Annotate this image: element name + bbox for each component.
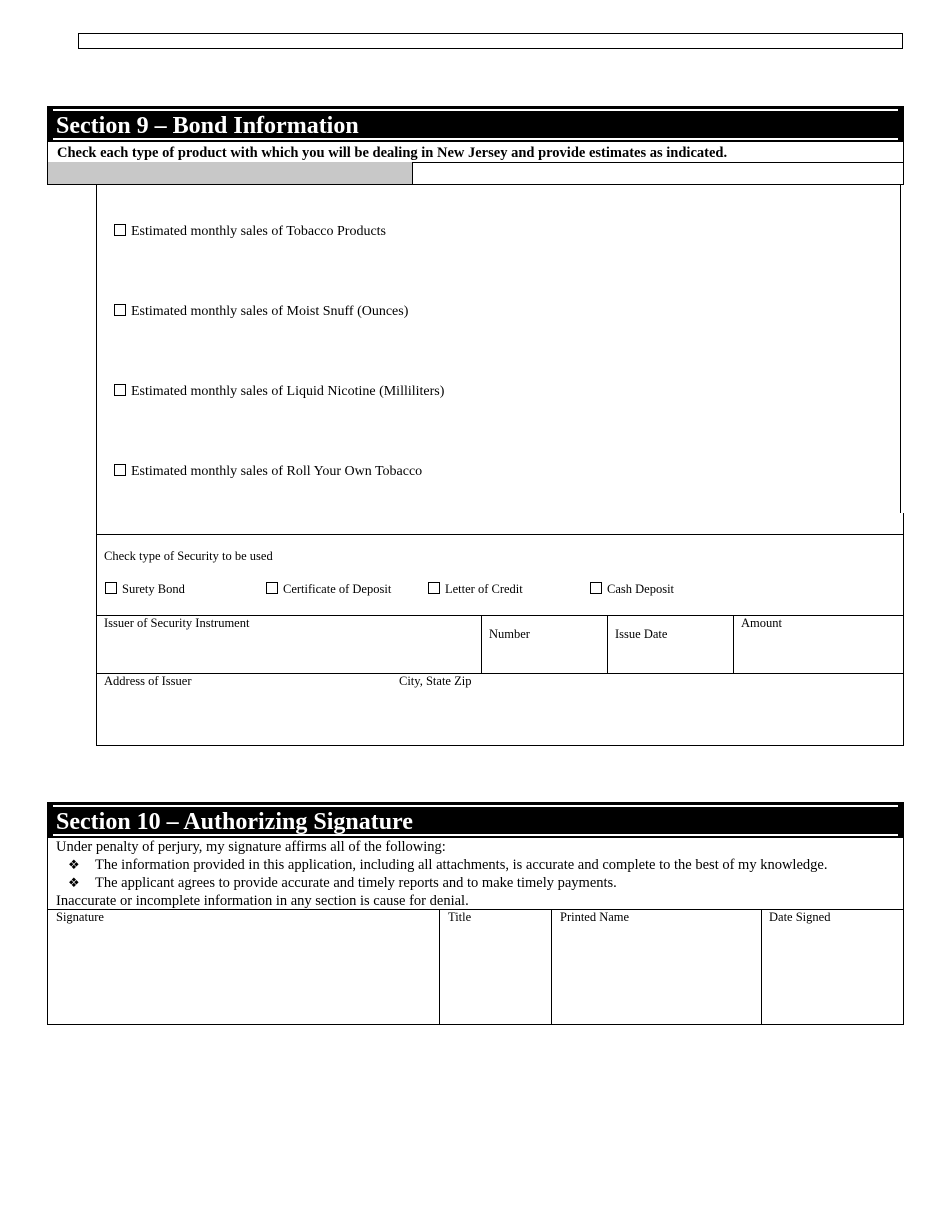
product-area-right-border	[900, 185, 901, 513]
bullet-icon: ❖	[68, 875, 80, 890]
surety-bond-label: Surety Bond	[122, 582, 185, 596]
section10-closing: Inaccurate or incomplete information in any section is cause for denial.	[56, 893, 469, 909]
cash-deposit-label: Cash Deposit	[607, 582, 675, 596]
section9-instruction: Check each type of product with which you will be dealing in New Jersey and provide estimates as indicated.	[57, 145, 728, 161]
option-cash-deposit[interactable]	[590, 582, 674, 597]
product-area-right-border-lower	[903, 513, 904, 535]
printed-name-field[interactable]: Printed Name	[560, 910, 630, 924]
section10-bullet-2-text: The applicant agrees to provide accurate and timely reports and to make timely payments.	[95, 875, 617, 891]
section10-title: Section 10 – Authorizing Signature	[56, 809, 413, 835]
number-date-divider	[607, 615, 608, 673]
address-field[interactable]: Address of Issuer	[104, 674, 192, 688]
product-liquid-nicotine[interactable]	[114, 383, 444, 401]
shaded-cell	[48, 162, 413, 184]
moist-snuff-checkbox[interactable]	[114, 304, 126, 316]
section10-bullet-2	[68, 874, 617, 892]
liquid-nicotine-checkbox[interactable]	[114, 384, 126, 396]
product-tobacco[interactable]	[114, 223, 386, 241]
section10-intro: Under penalty of perjury, my signature affirms all of the following:	[56, 839, 446, 855]
issuer-number-divider	[481, 615, 482, 673]
signature-title-divider	[439, 909, 440, 1025]
date-amount-divider	[733, 615, 734, 673]
product-liquid-nicotine-label: Estimated monthly sales of Liquid Nicotine (Milliliters)	[131, 384, 445, 399]
security-prompt: Check type of Security to be used	[104, 549, 273, 563]
roll-your-own-checkbox[interactable]	[114, 464, 126, 476]
tobacco-checkbox[interactable]	[114, 224, 126, 236]
option-surety-bond[interactable]	[105, 582, 185, 597]
section9-instruction-row	[47, 142, 904, 163]
number-field[interactable]: Number	[489, 627, 530, 641]
section10-header	[47, 802, 904, 838]
bullet-icon: ❖	[68, 857, 80, 872]
certificate-of-deposit-checkbox[interactable]	[266, 582, 278, 594]
letter-of-credit-label: Letter of Credit	[445, 582, 523, 596]
name-date-divider	[761, 909, 762, 1025]
signature-field[interactable]: Signature	[56, 910, 104, 924]
issuer-field[interactable]: Issuer of Security Instrument	[104, 616, 250, 630]
option-certificate-of-deposit[interactable]	[266, 582, 391, 597]
title-field[interactable]: Title	[448, 910, 472, 924]
product-area-left-border	[96, 185, 97, 535]
amount-field[interactable]: Amount	[741, 616, 782, 630]
surety-bond-checkbox[interactable]	[105, 582, 117, 594]
title-name-divider	[551, 909, 552, 1025]
section10-bullet-1	[68, 856, 828, 874]
product-tobacco-label: Estimated monthly sales of Tobacco Products	[131, 224, 386, 239]
top-field-box[interactable]	[78, 33, 903, 49]
option-letter-of-credit[interactable]	[428, 582, 523, 597]
issuer-row-bottom-line	[96, 673, 904, 674]
section10-bullet-1-text: The information provided in this application, including all attachments, is accurate and complete to the best of my knowledge.	[95, 857, 828, 873]
product-moist-snuff-label: Estimated monthly sales of Moist Snuff (Ounces)	[131, 304, 409, 319]
city-state-zip-field[interactable]: City, State Zip	[399, 674, 472, 688]
product-moist-snuff[interactable]	[114, 303, 408, 321]
shaded-row	[47, 162, 904, 185]
product-roll-your-own-label: Estimated monthly sales of Roll Your Own Tobacco	[131, 464, 423, 479]
issue-date-field[interactable]: Issue Date	[615, 627, 668, 641]
section9-title: Section 9 – Bond Information	[56, 113, 359, 139]
date-signed-field[interactable]: Date Signed	[769, 910, 831, 924]
product-roll-your-own[interactable]	[114, 463, 422, 481]
certificate-of-deposit-label: Certificate of Deposit	[283, 582, 392, 596]
letter-of-credit-checkbox[interactable]	[428, 582, 440, 594]
section9-header	[47, 106, 904, 142]
cash-deposit-checkbox[interactable]	[590, 582, 602, 594]
